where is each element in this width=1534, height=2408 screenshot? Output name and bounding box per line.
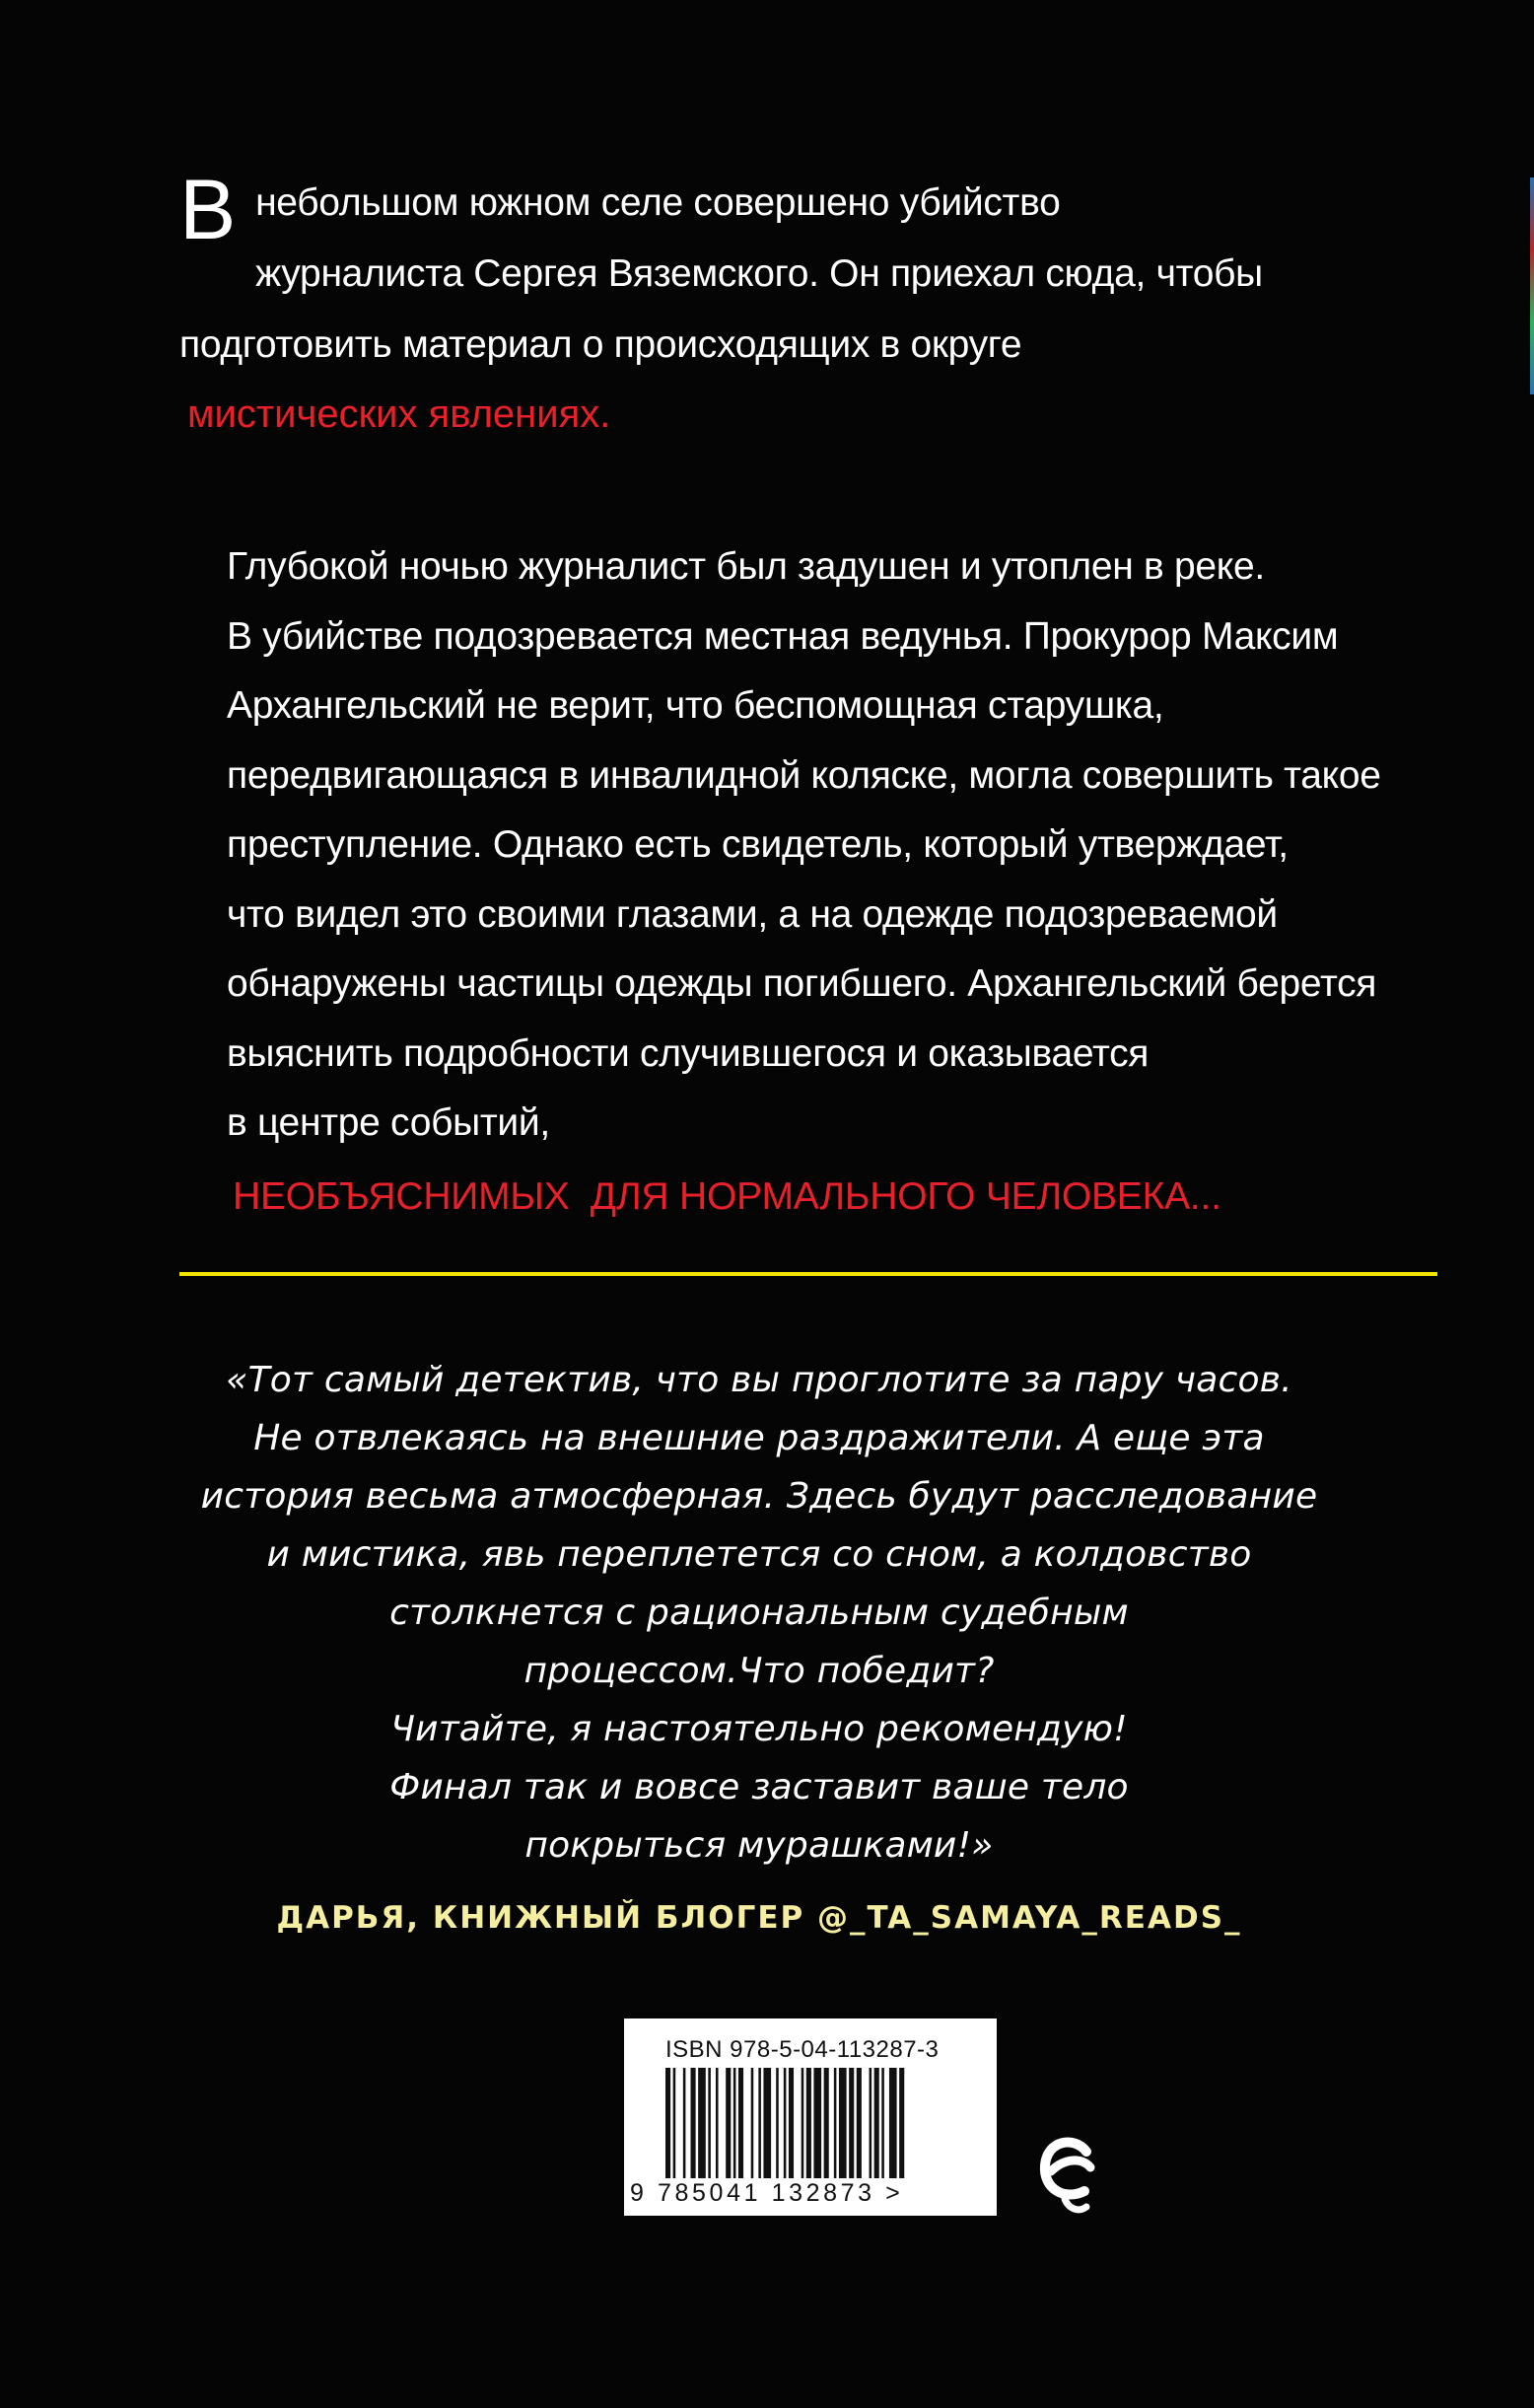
barcode-bar (683, 2068, 686, 2178)
intro-highlight: мистических явлениях. (187, 392, 611, 436)
synopsis-line: Архангельский не верит, что беспомощная старушка, (227, 684, 1164, 727)
quote-line: история весьма атмосферная. Здесь будут расследование (200, 1476, 1318, 1517)
spine-color-strip (1530, 177, 1534, 394)
barcode-bar (716, 2068, 719, 2178)
eksmo-e-logo-icon (1035, 2122, 1100, 2217)
review-quote (148, 1351, 1370, 1875)
barcode-bar (784, 2068, 787, 2178)
drop-cap: В (179, 163, 237, 257)
barcode-bar (802, 2068, 804, 2178)
barcode-bar (738, 2068, 743, 2178)
synopsis-line: что видел это своими глазами, а на одежде подозреваемой (227, 892, 1278, 936)
barcode-panel (624, 2018, 997, 2216)
barcode-bar (834, 2068, 837, 2178)
barcode-bar (874, 2068, 879, 2178)
quote-line: и мистика, явь переплетется со сном, а колдовство (266, 1534, 1252, 1575)
barcode-bar (889, 2068, 897, 2178)
intro-line: подготовить материал о происходящих в округе (179, 323, 1022, 366)
barcode-bar (726, 2068, 731, 2178)
barcode-bar (870, 2068, 872, 2178)
barcode-bar (899, 2068, 904, 2178)
intro-line: небольшом южном селе совершено убийство (255, 181, 1061, 224)
barcode-bar (813, 2068, 821, 2178)
ean-digits: 9 785041 132873 > (630, 2179, 904, 2207)
yellow-divider (179, 1272, 1437, 1276)
barcode-bar (698, 2068, 706, 2178)
quote-line: Финал так и вовсе заставит ваше тело (389, 1767, 1129, 1807)
barcode-bar (806, 2068, 811, 2178)
quote-line: Читайте, я настоятельно рекомендую! (390, 1709, 1128, 1749)
barcode-icon (665, 2068, 961, 2178)
barcode-bar (751, 2068, 754, 2178)
synopsis-paragraph (227, 532, 1449, 1159)
barcode-bar (733, 2068, 736, 2178)
barcode-bar (839, 2068, 847, 2178)
barcode-bar (665, 2068, 670, 2178)
synopsis-line: в центре событий, (227, 1101, 550, 1144)
synopsis-line: обнаружены частицы одежды погибшего. Архангельский берется (227, 962, 1377, 1005)
barcode-bar (881, 2068, 884, 2178)
synopsis-line: В убийстве подозревается местная ведунья. Прокурор Максим (227, 614, 1339, 658)
barcode-bar (789, 2068, 794, 2178)
intro-paragraph (179, 163, 1402, 381)
barcode-bar (849, 2068, 854, 2178)
synopsis-line: преступление. Однако есть свидетель, который утверждает, (227, 823, 1289, 866)
quote-line: процессом.Что победит? (523, 1651, 995, 1691)
isbn-text: ISBN 978-5-04-113287-3 (665, 2036, 940, 2063)
barcode-bar (758, 2068, 761, 2178)
quote-line: покрыться мурашками!» (524, 1825, 994, 1866)
synopsis-highlight: НЕОБЪЯСНИМЫХ ДЛЯ НОРМАЛЬНОГО ЧЕЛОВЕКА... (233, 1175, 1221, 1218)
barcode-bar (708, 2068, 711, 2178)
synopsis-line: выяснить подробности случившегося и оказывается (227, 1031, 1150, 1075)
synopsis-line: Глубокой ночью журналист был задушен и утоплен в реке. (227, 545, 1265, 588)
review-author: ДАРЬЯ, КНИЖНЫЙ БЛОГЕР @_TA_SAMAYA_READS_ (276, 1900, 1242, 1936)
barcode-bar (763, 2068, 771, 2178)
barcode-bar (691, 2068, 696, 2178)
quote-line: Не отвлекаясь на внешние раздражители. А еще эта (253, 1418, 1265, 1458)
quote-line: «Тот самый детектив, что вы проглотите за пару часов. (226, 1360, 1292, 1400)
barcode-bar (776, 2068, 779, 2178)
intro-line: журналиста Сергея Вяземского. Он приехал сюда, чтобы (255, 252, 1263, 295)
barcode-bar (673, 2068, 676, 2178)
barcode-bar (857, 2068, 862, 2178)
synopsis-line: передвигающаяся в инвалидной коляске, могла совершить такое (227, 753, 1381, 797)
barcode-bar (824, 2068, 829, 2178)
quote-line: столкнется с рациональным судебным (389, 1593, 1129, 1633)
